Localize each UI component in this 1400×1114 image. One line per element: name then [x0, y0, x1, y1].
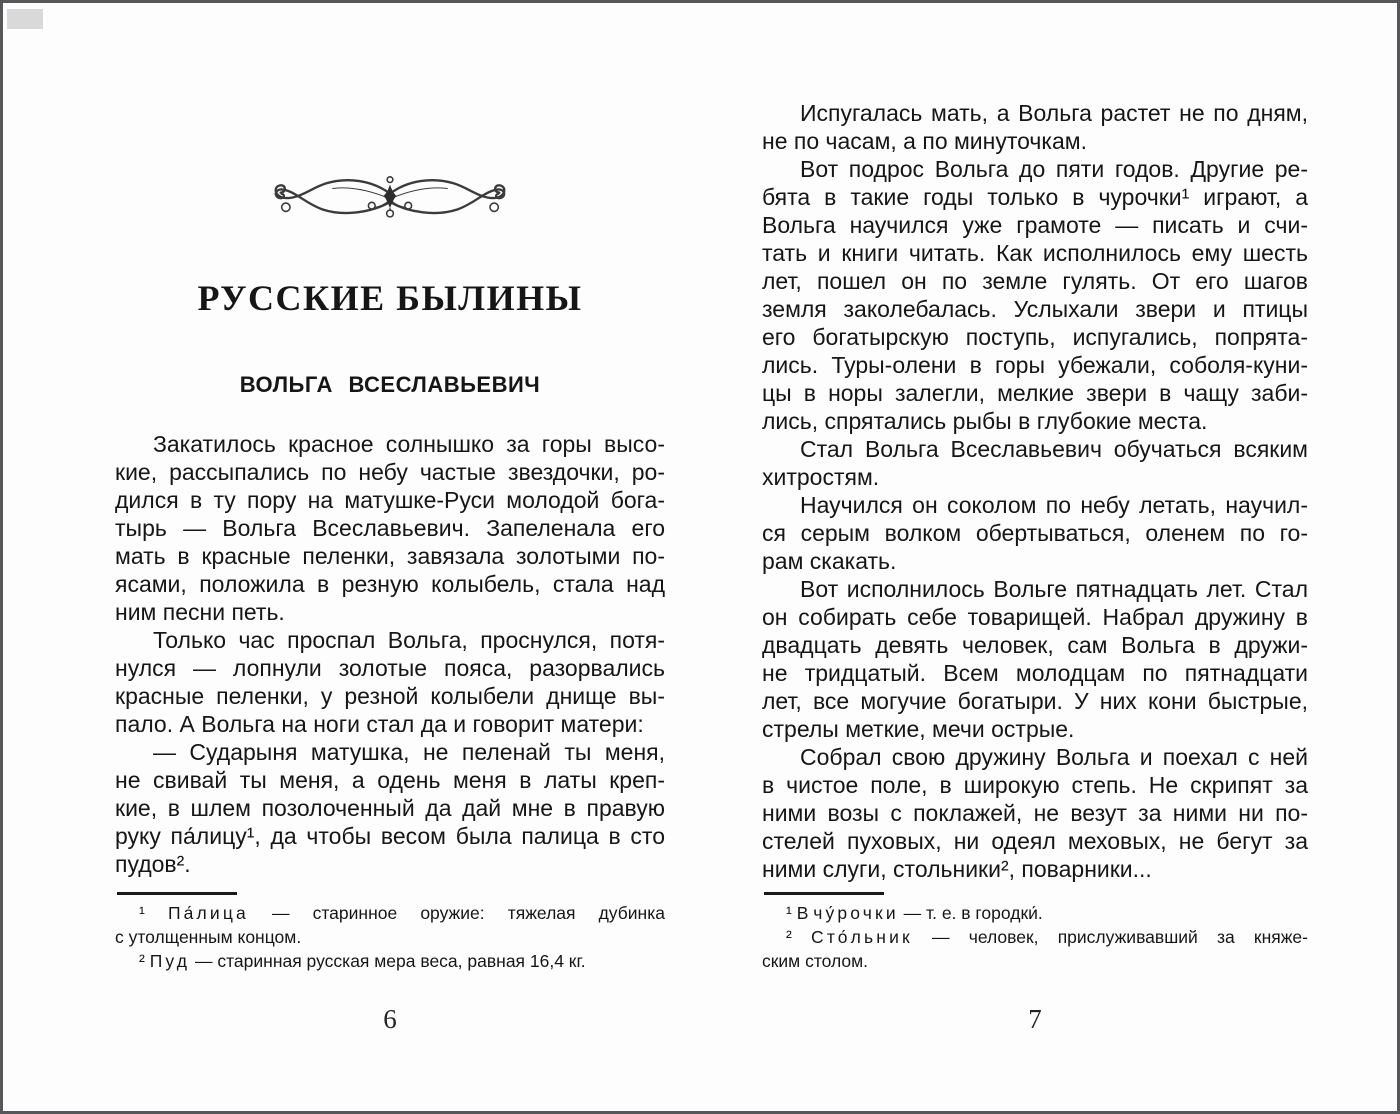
text-line: кие, в шлем позолоченный да дай мне в правую — [115, 795, 665, 821]
footnote — [115, 901, 665, 949]
text-line: хитростям. — [762, 464, 880, 490]
text-line: лет, пошел он по земле гулять. От его шагов — [762, 268, 1308, 294]
left-page — [115, 0, 665, 1114]
text-line: — Сударыня матушка, не пеленай ты меня, — [153, 739, 665, 765]
text-line: не свивай ты меня, а одень меня в латы креп- — [115, 767, 665, 793]
text-line: лись, спрятались рыбы в глубокие места. — [762, 408, 1208, 434]
text-line: тать и книги читать. Как исполнилось ему шесть — [762, 240, 1308, 266]
text-segment: — человек, прислуживавший за княже- — [912, 927, 1308, 947]
text-segment: ² — [786, 927, 812, 947]
footnote — [115, 949, 665, 973]
text-segment: ¹ В — [786, 903, 814, 923]
flourish-divider-icon — [265, 172, 515, 230]
paragraph — [762, 99, 1308, 155]
text-segment: — старинное оружие: тяжелая дубинка — [248, 903, 665, 923]
footnote — [762, 925, 1308, 973]
text-line: нулся — лопнули золотые пояса, разорвались — [115, 655, 665, 681]
paragraph — [115, 626, 665, 738]
text-line: тырь — Вольга Всеславьевич. Запеленала его — [115, 515, 665, 541]
body-text — [115, 430, 665, 878]
text-line: руку па́лицу¹, да чтобы весом была палица в сто — [115, 823, 665, 849]
paragraph — [762, 743, 1308, 883]
text-line: Вольга научился уже грамоте — писать и счи- — [762, 212, 1308, 238]
text-line: стрелы меткие, мечи острые. — [762, 716, 1075, 742]
text-line: Вот подрос Вольга до пяти годов. Другие ре- — [800, 156, 1308, 182]
text-line: Только час проспал Вольга, проснулся, потя- — [153, 627, 665, 653]
text-line: Вот исполнилось Вольге пятнадцать лет. Стал — [800, 576, 1308, 602]
text-line: он собирать себе товарищей. Набрал дружину в — [762, 604, 1308, 630]
text-line — [762, 901, 1308, 925]
text-line: лись. Туры-олени в горы убежали, соболя-куни- — [762, 352, 1308, 378]
text-line: ним песни петь. — [115, 599, 285, 625]
text-line: лет, все могучие богатыри. У них кони быстрые, — [762, 688, 1308, 714]
story-title: ВОЛЬГА ВСЕСЛАВЬЕВИЧ — [239, 372, 541, 397]
section-title: РУССКИЕ БЫЛИНЫ — [197, 278, 583, 318]
text-line: ними слуги, стольники², поварники... — [762, 856, 1152, 882]
text-line: пало. А Вольга на ноги стал да и говорит матери: — [115, 711, 644, 737]
spaced-term: Па́лица — [167, 903, 249, 923]
text-segment: — старинная русская мера веса, равная 16,4 кг. — [190, 951, 586, 971]
text-line: Испугалась мать, а Вольга растет не по дням, — [800, 100, 1308, 126]
footnote — [762, 901, 1308, 925]
text-line: Научился он соколом по небу летать, научил- — [800, 492, 1308, 518]
footnotes — [115, 901, 665, 973]
text-line: земля заколебалась. Услыхали звери и птицы — [762, 296, 1308, 322]
page-number: 7 — [1028, 1004, 1042, 1034]
text-line: ся серым волком обертываться, оленем по го- — [762, 520, 1308, 546]
text-line: мать в красные пеленки, завязала золотыми по- — [115, 543, 665, 569]
text-line: рам скакать. — [762, 548, 897, 574]
paragraph — [762, 155, 1308, 435]
text-line: с утолщенным концом. — [115, 927, 302, 947]
scan-artifact — [7, 9, 43, 29]
text-line: в чистое поле, в широкую степь. Не скрипят за — [762, 772, 1308, 798]
text-line: стелей пуховых, ни одеял меховых, не бегут за — [762, 828, 1308, 854]
text-line: пудов². — [115, 851, 191, 877]
footnote-separator — [117, 892, 237, 895]
text-line: бята в такие годы только в чурочки¹ играют, а — [762, 184, 1308, 210]
text-line — [115, 949, 665, 973]
footnote-separator — [764, 892, 884, 895]
text-segment: ² — [139, 951, 150, 971]
text-line: ским столом. — [762, 951, 869, 971]
paragraph — [762, 575, 1308, 743]
page-number: 6 — [383, 1004, 397, 1034]
text-line: ними возы с поклажей, не везут за ними ни по- — [762, 800, 1308, 826]
paragraph — [115, 430, 665, 626]
text-line: дился в ту пору на матушке-Руси молодой бога- — [115, 487, 665, 513]
spaced-term: Пуд — [149, 951, 191, 971]
text-line — [115, 901, 665, 925]
text-line: Собрал свою дружину Вольга и поехал с ней — [800, 744, 1308, 770]
text-line: ясами, положила в резную колыбель, стала над — [115, 571, 665, 597]
text-line: кие, рассыпались по небу частые звездочки, ро- — [115, 459, 665, 485]
text-line: не тридцатый. Всем молодцам по пятнадцати — [762, 660, 1308, 686]
text-segment: ¹ — [139, 903, 168, 923]
text-line: его богатырскую поступь, испугались, попрята- — [762, 324, 1308, 350]
paragraph — [115, 738, 665, 878]
paragraph — [762, 491, 1308, 575]
spaced-term: чу́рочки — [813, 903, 899, 923]
spaced-term: Сто́льник — [811, 927, 913, 947]
text-segment: — т. е. в городки́. — [898, 903, 1043, 923]
text-line — [762, 925, 1308, 949]
text-line: цы в норы залегли, мелкие звери в чащу заби- — [762, 380, 1308, 406]
text-line: двадцать девять человек, сам Вольга в дружи- — [762, 632, 1308, 658]
body-text — [762, 99, 1308, 883]
text-line: красные пеленки, у резной колыбели днище вы- — [115, 683, 665, 709]
text-line: Стал Вольга Всеславьевич обучаться всяким — [800, 436, 1308, 462]
paragraph — [762, 435, 1308, 491]
text-line: Закатилось красное солнышко за горы высо- — [153, 431, 665, 457]
footnotes — [762, 901, 1308, 973]
right-page — [762, 0, 1308, 1114]
text-line: не по часам, а по минуточкам. — [762, 128, 1087, 154]
